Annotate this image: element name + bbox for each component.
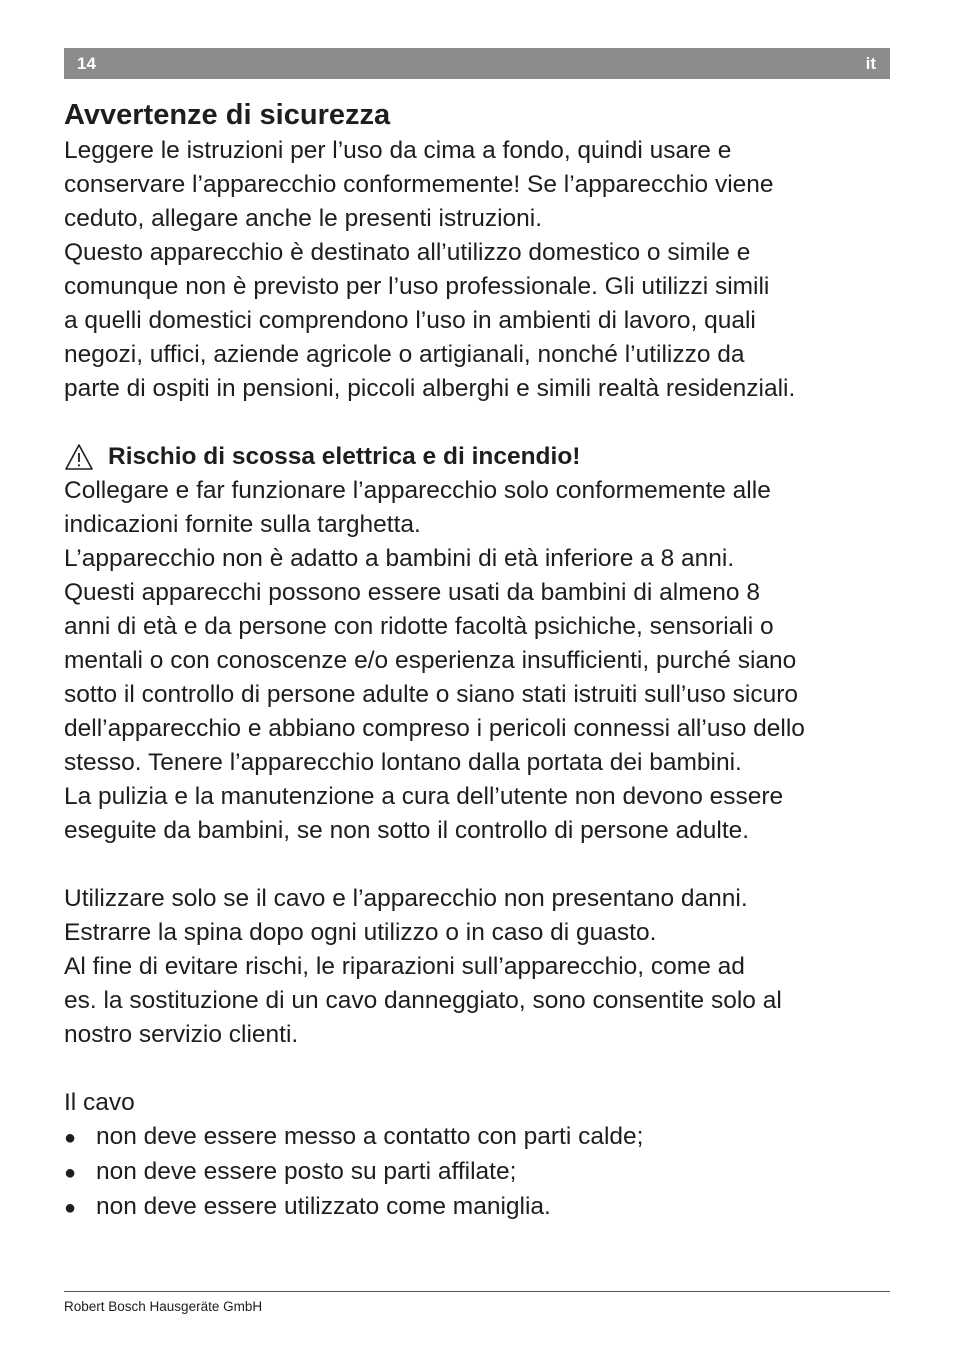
warning-heading-text: Rischio di scossa elettrica e di incendio!	[108, 443, 581, 470]
spacer	[64, 848, 894, 882]
warning-paragraph-1: Collegare e far funzionare l’apparecchio solo conformemente alle indicazioni fornite sulla targhetta.	[64, 477, 771, 538]
bullet-icon: ●	[64, 1127, 77, 1149]
language-code: it	[865, 54, 876, 73]
warning-heading	[64, 440, 894, 474]
page-header-bar	[64, 48, 890, 79]
warning-paragraph-3: La pulizia e la manutenzione a cura dell’utente non devono essere eseguite da bambini, se non sotto il controllo di persone adulte.	[64, 783, 784, 844]
footer-divider	[64, 1291, 890, 1292]
cable-intro: Il cavo	[64, 1089, 135, 1116]
section-title: Avvertenze di sicurezza	[64, 99, 391, 131]
page-content	[64, 96, 894, 1225]
footer-company: Robert Bosch Hausgeräte GmbH	[64, 1299, 263, 1314]
list-item-text: non deve essere posto su parti affilate;	[96, 1158, 517, 1185]
list-item	[64, 1120, 894, 1155]
list-item	[64, 1155, 894, 1190]
list-item	[64, 1190, 894, 1225]
bullet-icon: ●	[64, 1162, 77, 1184]
list-item-text: non deve essere utilizzato come maniglia.	[96, 1193, 551, 1220]
intro-paragraph-1: Leggere le istruzioni per l’uso da cima a fondo, quindi usare e conservare l’apparecchio conformemente! Se l’apparecchio viene ceduto, allegare anche le presenti istruzioni.	[64, 137, 774, 232]
usage-paragraph-2: Estrarre la spina dopo ogni utilizzo o in caso di guasto.	[64, 919, 657, 946]
list-item-text: non deve essere messo a contatto con parti calde;	[96, 1123, 644, 1150]
warning-paragraph-2: L’apparecchio non è adatto a bambini di età inferiore a 8 anni. Questi apparecchi possono essere usati da bambini di almeno 8 anni di età e da persone con ridotte facoltà psichiche, sensoriali o mentali o con conoscenze e/o esperienza insufficienti, purché siano sotto il controllo di persone adulte o siano stati istruiti sull’uso sicuro dell’apparecchio e abbiano compreso i pericoli connessi all’uso dello stesso. Tenere l’apparecchio lontano dalla portata dei bambini.	[64, 545, 805, 776]
usage-paragraph-3: Al fine di evitare rischi, le riparazioni sull’apparecchio, come ad es. la sostituzione di un cavo danneggiato, sono consentite solo al nostro servizio clienti.	[64, 953, 782, 1048]
spacer	[64, 406, 894, 440]
cable-bullet-list	[64, 1120, 894, 1225]
intro-paragraph-2: Questo apparecchio è destinato all’utilizzo domestico o simile e comunque non è previsto per l’uso professionale. Gli utilizzi simili a quelli domestici comprendono l’uso in ambienti di lavoro, quali negozi, uffici, aziende agricole o artigianali, nonché l’utilizzo da parte di ospiti in pensioni, piccoli alberghi e simili realtà residenziali.	[64, 239, 796, 402]
spacer	[64, 1052, 894, 1086]
warning-triangle-icon	[64, 443, 94, 471]
bullet-icon: ●	[64, 1197, 77, 1219]
page-number: 14	[77, 54, 96, 73]
usage-paragraph-1: Utilizzare solo se il cavo e l’apparecchio non presentano danni.	[64, 885, 748, 912]
